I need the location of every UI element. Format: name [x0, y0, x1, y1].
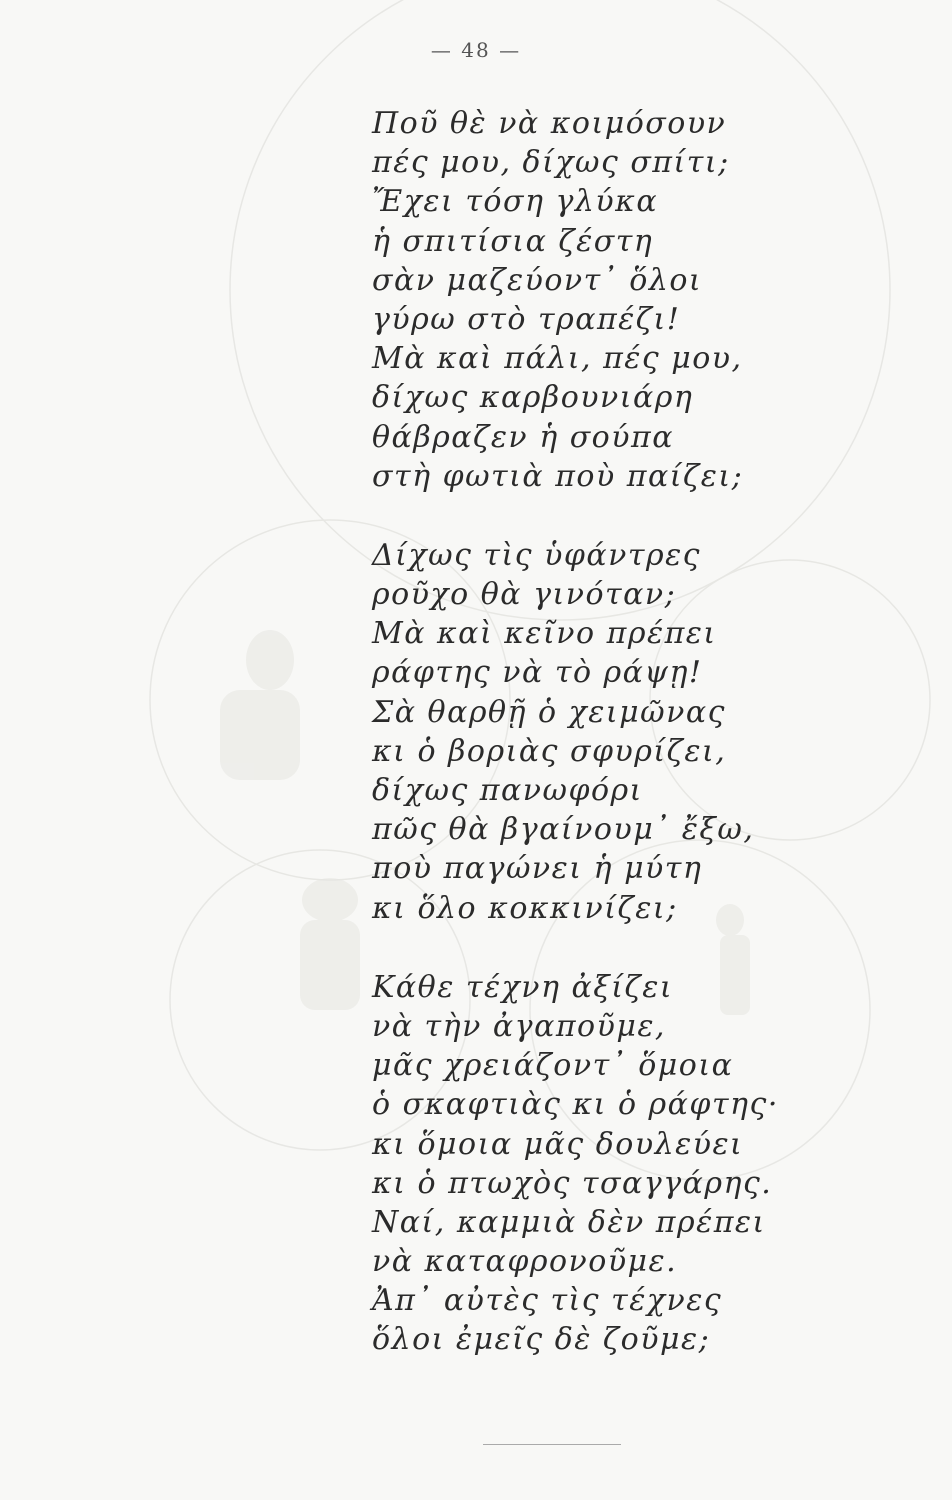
poem-line: σὰν μαζεύοντ᾽ ὅλοι	[372, 262, 703, 298]
poem-line: ράφτης νὰ τὸ ράψῃ!	[372, 655, 703, 691]
poem-line: Ναί, καμμιὰ δὲν πρέπει	[372, 1204, 766, 1240]
poem-line: ποὺ παγώνει ἡ μύτη	[372, 851, 703, 887]
stanza	[372, 536, 852, 928]
poem-line: δίχως πανωφόρι	[372, 773, 643, 808]
page-number: — 48 —	[430, 38, 522, 62]
poem-line: Ποῦ θὲ νὰ κοιμόσουν	[372, 106, 727, 141]
poem-line: Δίχως τὶς ὑφάντρες	[372, 537, 701, 573]
poem-line: Ἀπ᾽ αὐτὲς τὶς τέχνες	[372, 1283, 723, 1319]
poem-line: πές μου, δίχως σπίτι;	[372, 145, 730, 181]
end-rule	[483, 1444, 621, 1445]
poem-line: δίχως καρβουνιάρη	[372, 380, 694, 416]
poem-line: πῶς θὰ βγαίνουμ᾽ ἔξω,	[372, 812, 755, 848]
poem-line: ὅλοι ἐμεῖς δὲ ζοῦμε;	[372, 1322, 711, 1358]
poem-line: γύρω στὸ τραπέζι!	[372, 301, 681, 337]
poem-line: ὁ σκαφτιὰς κι ὁ ράφτης·	[372, 1087, 779, 1123]
poem-line: κι ὁ βοριὰς σφυρίζει,	[372, 733, 727, 769]
poem-line: Μὰ καὶ κεῖνο πρέπει	[372, 616, 717, 652]
stanza	[372, 104, 852, 496]
stanza	[372, 968, 852, 1360]
poem-line: Σὰ θαρθῇ ὁ χειμῶνας	[372, 694, 726, 730]
poem-line: νὰ τὴν ἀγαποῦμε,	[372, 1008, 666, 1044]
poem-line: Ἔχει τόση γλύκα	[372, 184, 659, 220]
poem-line: θάβραζεν ἡ σούπα	[372, 419, 674, 455]
poem-line: Κάθε τέχνη ἀξίζει	[372, 969, 674, 1005]
poem-line: νὰ καταφρονοῦμε.	[372, 1244, 678, 1280]
poem-line: Μὰ καὶ πάλι, πές μου,	[372, 341, 743, 377]
poem-line: κι ὅμοια μᾶς δουλεύει	[372, 1126, 744, 1162]
poem-line: κι ὁ πτωχὸς τσαγγάρης.	[372, 1165, 773, 1201]
poem-line: ροῦχο θὰ γινόταν;	[372, 577, 677, 613]
poem	[372, 104, 852, 1400]
poem-line: κι ὅλο κοκκινίζει;	[372, 890, 678, 926]
poem-line: ἡ σπιτίσια ζέστη	[372, 223, 654, 259]
poem-line: στὴ φωτιὰ ποὺ παίζει;	[372, 458, 744, 494]
poem-line: μᾶς χρειάζοντ᾽ ὅμοια	[372, 1048, 734, 1084]
